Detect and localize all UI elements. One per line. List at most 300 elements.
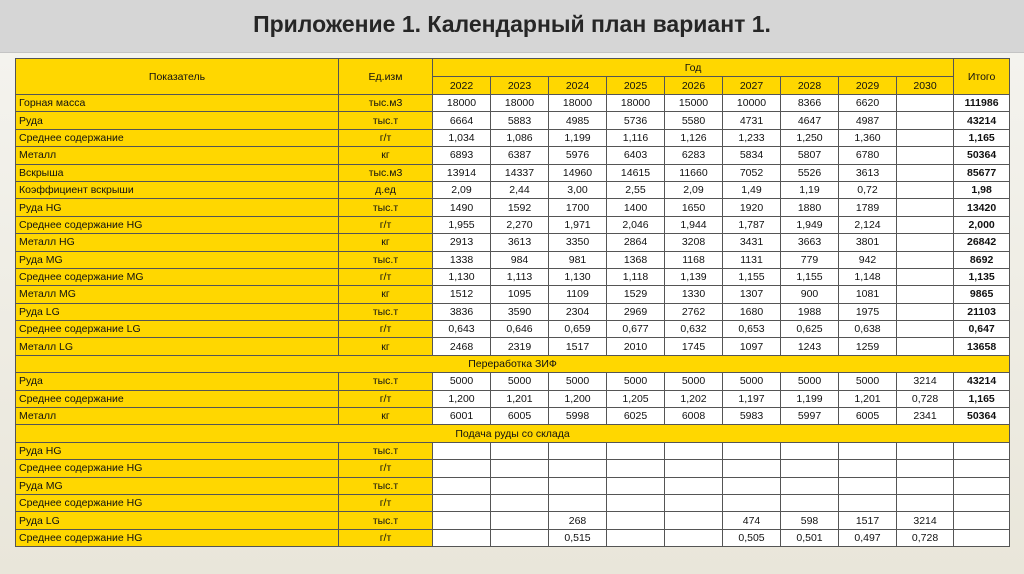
row-total-cell: 43214 [954, 112, 1010, 129]
row-value-cell [897, 460, 954, 477]
table-row [16, 181, 1010, 198]
row-value-cell [491, 460, 549, 477]
row-value-cell: 14615 [607, 164, 665, 181]
row-value-cell [549, 494, 607, 511]
row-value-cell: 7052 [723, 164, 781, 181]
row-value-cell: 1,200 [549, 390, 607, 407]
row-value-cell [781, 442, 839, 459]
row-value-cell: 5000 [491, 373, 549, 390]
row-value-cell: 4647 [781, 112, 839, 129]
header-year-cell: 2026 [665, 77, 723, 95]
row-value-cell: 1,199 [781, 390, 839, 407]
table-row [16, 373, 1010, 390]
row-indicator: Руда LG [16, 512, 339, 529]
row-indicator: Среднее содержание MG [16, 268, 339, 285]
row-value-cell: 1,360 [839, 129, 897, 146]
row-value-cell: 11660 [665, 164, 723, 181]
row-value-cell: 474 [723, 512, 781, 529]
row-value-cell: 4985 [549, 112, 607, 129]
row-indicator: Коэффициент вскрыши [16, 181, 339, 198]
row-value-cell: 5000 [781, 373, 839, 390]
row-value-cell: 0,625 [781, 321, 839, 338]
row-value-cell: 2,44 [491, 181, 549, 198]
row-value-cell: 1,155 [781, 268, 839, 285]
row-value-cell [665, 477, 723, 494]
table-row [16, 442, 1010, 459]
row-value-cell: 1243 [781, 338, 839, 355]
row-unit: г/т [339, 321, 433, 338]
row-value-cell: 1,233 [723, 129, 781, 146]
row-unit: г/т [339, 460, 433, 477]
row-value-cell: 5807 [781, 147, 839, 164]
row-value-cell [897, 321, 954, 338]
row-total-cell: 1,135 [954, 268, 1010, 285]
row-value-cell [897, 216, 954, 233]
row-value-cell: 0,501 [781, 529, 839, 546]
row-value-cell: 4731 [723, 112, 781, 129]
row-value-cell: 3590 [491, 303, 549, 320]
row-value-cell [665, 442, 723, 459]
table-row [16, 216, 1010, 233]
row-value-cell: 3836 [433, 303, 491, 320]
row-value-cell: 5998 [549, 408, 607, 425]
row-unit: г/т [339, 129, 433, 146]
row-value-cell [433, 460, 491, 477]
header-year-cell: 2029 [839, 77, 897, 95]
row-value-cell [665, 512, 723, 529]
row-value-cell: 2304 [549, 303, 607, 320]
row-value-cell: 6893 [433, 147, 491, 164]
row-value-cell: 1650 [665, 199, 723, 216]
row-value-cell: 5834 [723, 147, 781, 164]
row-value-cell [781, 477, 839, 494]
row-value-cell: 3,00 [549, 181, 607, 198]
row-indicator: Руда [16, 112, 339, 129]
row-total-cell [954, 442, 1010, 459]
row-value-cell: 6005 [839, 408, 897, 425]
row-value-cell: 1517 [839, 512, 897, 529]
row-value-cell: 15000 [665, 95, 723, 112]
row-value-cell: 5580 [665, 112, 723, 129]
row-value-cell [897, 199, 954, 216]
row-total-cell [954, 460, 1010, 477]
row-value-cell: 1,202 [665, 390, 723, 407]
row-value-cell [723, 442, 781, 459]
row-value-cell: 6008 [665, 408, 723, 425]
row-value-cell: 6005 [491, 408, 549, 425]
row-value-cell [665, 494, 723, 511]
row-value-cell: 1680 [723, 303, 781, 320]
row-value-cell: 3613 [491, 234, 549, 251]
row-value-cell: 5983 [723, 408, 781, 425]
row-value-cell: 3350 [549, 234, 607, 251]
row-indicator: Металл LG [16, 338, 339, 355]
row-value-cell: 5000 [607, 373, 665, 390]
row-unit: г/т [339, 390, 433, 407]
row-unit: г/т [339, 268, 433, 285]
row-value-cell: 1490 [433, 199, 491, 216]
table-row [16, 147, 1010, 164]
header-total: Итого [954, 59, 1010, 95]
table-row [16, 251, 1010, 268]
table-row [16, 460, 1010, 477]
row-unit: тыс.т [339, 442, 433, 459]
row-value-cell: 1,199 [549, 129, 607, 146]
header-unit: Ед.изм [339, 59, 433, 95]
row-value-cell: 18000 [433, 95, 491, 112]
row-value-cell: 1745 [665, 338, 723, 355]
row-indicator: Металл [16, 408, 339, 425]
header-row-1 [16, 59, 1010, 77]
row-value-cell [433, 494, 491, 511]
row-total-cell: 1,165 [954, 129, 1010, 146]
row-value-cell: 1,250 [781, 129, 839, 146]
row-indicator: Руда HG [16, 442, 339, 459]
row-value-cell: 1,148 [839, 268, 897, 285]
row-total-cell [954, 477, 1010, 494]
row-total-cell: 8692 [954, 251, 1010, 268]
row-value-cell [549, 460, 607, 477]
table-row [16, 129, 1010, 146]
row-value-cell: 5883 [491, 112, 549, 129]
row-value-cell: 5976 [549, 147, 607, 164]
row-value-cell: 1,126 [665, 129, 723, 146]
row-value-cell: 0,728 [897, 390, 954, 407]
row-value-cell [607, 460, 665, 477]
row-value-cell: 1,787 [723, 216, 781, 233]
page-title: Приложение 1. Календарный план вариант 1. [253, 11, 771, 37]
row-total-cell: 13420 [954, 199, 1010, 216]
row-value-cell [607, 477, 665, 494]
section-title: Переработка ЗИФ [16, 355, 1010, 372]
row-value-cell: 18000 [607, 95, 665, 112]
row-unit: тыс.т [339, 512, 433, 529]
row-value-cell [839, 442, 897, 459]
row-unit: кг [339, 338, 433, 355]
row-unit: кг [339, 408, 433, 425]
row-unit: тыс.т [339, 251, 433, 268]
row-value-cell: 1,200 [433, 390, 491, 407]
row-value-cell: 2913 [433, 234, 491, 251]
row-value-cell [781, 460, 839, 477]
row-value-cell: 2010 [607, 338, 665, 355]
row-value-cell: 1,118 [607, 268, 665, 285]
row-value-cell: 1988 [781, 303, 839, 320]
row-value-cell: 1,201 [491, 390, 549, 407]
row-value-cell: 1517 [549, 338, 607, 355]
row-value-cell: 1338 [433, 251, 491, 268]
row-value-cell [665, 529, 723, 546]
row-indicator: Металл HG [16, 234, 339, 251]
row-value-cell [897, 303, 954, 320]
row-value-cell: 2762 [665, 303, 723, 320]
row-value-cell: 6387 [491, 147, 549, 164]
calendar-plan-table [15, 58, 1010, 547]
table-row [16, 338, 1010, 355]
row-value-cell [839, 477, 897, 494]
row-value-cell [549, 477, 607, 494]
row-value-cell [491, 442, 549, 459]
table-row [16, 529, 1010, 546]
row-value-cell: 1789 [839, 199, 897, 216]
row-total-cell: 2,000 [954, 216, 1010, 233]
row-unit: тыс.т [339, 373, 433, 390]
row-value-cell: 1,19 [781, 181, 839, 198]
row-value-cell [897, 477, 954, 494]
row-total-cell [954, 494, 1010, 511]
row-value-cell: 1097 [723, 338, 781, 355]
row-value-cell: 1168 [665, 251, 723, 268]
table-row [16, 268, 1010, 285]
row-indicator: Металл [16, 147, 339, 164]
row-value-cell: 1307 [723, 286, 781, 303]
row-value-cell [433, 512, 491, 529]
row-unit: тыс.м3 [339, 164, 433, 181]
row-indicator: Среднее содержание HG [16, 460, 339, 477]
row-value-cell: 1,034 [433, 129, 491, 146]
row-value-cell [433, 529, 491, 546]
row-value-cell: 2,270 [491, 216, 549, 233]
row-value-cell: 18000 [491, 95, 549, 112]
row-indicator: Руда MG [16, 477, 339, 494]
header-year-cell: 2024 [549, 77, 607, 95]
row-value-cell: 1330 [665, 286, 723, 303]
row-indicator: Среднее содержание HG [16, 216, 339, 233]
row-indicator: Руда MG [16, 251, 339, 268]
row-value-cell [897, 164, 954, 181]
title-bar [0, 0, 1024, 53]
row-value-cell [607, 442, 665, 459]
row-value-cell: 1131 [723, 251, 781, 268]
row-value-cell: 268 [549, 512, 607, 529]
row-unit: кг [339, 286, 433, 303]
row-value-cell: 1368 [607, 251, 665, 268]
row-value-cell [839, 460, 897, 477]
row-value-cell: 0,677 [607, 321, 665, 338]
row-value-cell: 2,55 [607, 181, 665, 198]
row-indicator: Среднее содержание HG [16, 494, 339, 511]
row-value-cell [897, 251, 954, 268]
row-indicator: Среднее содержание HG [16, 529, 339, 546]
row-value-cell: 0,505 [723, 529, 781, 546]
row-total-cell [954, 529, 1010, 546]
row-value-cell: 14337 [491, 164, 549, 181]
row-value-cell: 0,72 [839, 181, 897, 198]
row-value-cell: 1,116 [607, 129, 665, 146]
row-value-cell: 598 [781, 512, 839, 529]
row-value-cell: 981 [549, 251, 607, 268]
row-value-cell: 0,659 [549, 321, 607, 338]
row-value-cell: 5000 [549, 373, 607, 390]
table-row [16, 512, 1010, 529]
row-unit: тыс.т [339, 112, 433, 129]
table-row [16, 164, 1010, 181]
row-value-cell: 14960 [549, 164, 607, 181]
row-value-cell: 8366 [781, 95, 839, 112]
row-value-cell: 1095 [491, 286, 549, 303]
row-total-cell: 50364 [954, 408, 1010, 425]
row-value-cell: 2,124 [839, 216, 897, 233]
row-value-cell: 1529 [607, 286, 665, 303]
table-row [16, 112, 1010, 129]
row-value-cell: 1,49 [723, 181, 781, 198]
section-row [16, 355, 1010, 372]
table-row [16, 494, 1010, 511]
row-value-cell [491, 512, 549, 529]
row-value-cell: 1,113 [491, 268, 549, 285]
row-value-cell: 1,086 [491, 129, 549, 146]
table-row [16, 390, 1010, 407]
row-total-cell: 21103 [954, 303, 1010, 320]
row-value-cell [723, 477, 781, 494]
row-value-cell: 1,139 [665, 268, 723, 285]
row-value-cell: 4987 [839, 112, 897, 129]
row-value-cell [433, 442, 491, 459]
header-year-cell: 2025 [607, 77, 665, 95]
row-total-cell: 85677 [954, 164, 1010, 181]
row-value-cell [897, 234, 954, 251]
row-value-cell: 5526 [781, 164, 839, 181]
table-row [16, 303, 1010, 320]
row-value-cell [607, 494, 665, 511]
row-unit: г/т [339, 216, 433, 233]
row-indicator: Вскрыша [16, 164, 339, 181]
row-value-cell: 0,632 [665, 321, 723, 338]
row-value-cell [897, 181, 954, 198]
row-value-cell: 1259 [839, 338, 897, 355]
row-value-cell [897, 112, 954, 129]
row-total-cell: 111986 [954, 95, 1010, 112]
row-total-cell: 1,165 [954, 390, 1010, 407]
row-value-cell [723, 494, 781, 511]
row-value-cell: 3214 [897, 512, 954, 529]
row-unit: тыс.т [339, 303, 433, 320]
row-value-cell [897, 95, 954, 112]
row-indicator: Среднее содержание [16, 390, 339, 407]
row-value-cell: 6403 [607, 147, 665, 164]
row-value-cell: 5000 [433, 373, 491, 390]
row-value-cell [839, 494, 897, 511]
row-value-cell: 6001 [433, 408, 491, 425]
row-indicator: Руда LG [16, 303, 339, 320]
row-indicator: Среднее содержание LG [16, 321, 339, 338]
row-value-cell: 1880 [781, 199, 839, 216]
row-total-cell: 9865 [954, 286, 1010, 303]
row-value-cell: 1700 [549, 199, 607, 216]
row-value-cell: 3208 [665, 234, 723, 251]
row-indicator: Горная масса [16, 95, 339, 112]
row-value-cell [897, 286, 954, 303]
section-title: Подача руды со склада [16, 425, 1010, 442]
row-unit: кг [339, 234, 433, 251]
row-value-cell: 1,205 [607, 390, 665, 407]
row-value-cell: 1109 [549, 286, 607, 303]
row-value-cell: 1,130 [549, 268, 607, 285]
row-value-cell: 2341 [897, 408, 954, 425]
row-value-cell: 1975 [839, 303, 897, 320]
row-value-cell: 1512 [433, 286, 491, 303]
row-indicator: Среднее содержание [16, 129, 339, 146]
row-value-cell: 6664 [433, 112, 491, 129]
row-value-cell: 0,515 [549, 529, 607, 546]
row-total-cell: 26842 [954, 234, 1010, 251]
row-value-cell: 1,971 [549, 216, 607, 233]
row-total-cell: 1,98 [954, 181, 1010, 198]
row-value-cell: 0,653 [723, 321, 781, 338]
row-value-cell: 6025 [607, 408, 665, 425]
row-value-cell [491, 494, 549, 511]
table-row [16, 477, 1010, 494]
row-value-cell: 5000 [665, 373, 723, 390]
row-value-cell: 2969 [607, 303, 665, 320]
row-value-cell: 18000 [549, 95, 607, 112]
row-total-cell: 43214 [954, 373, 1010, 390]
row-value-cell: 3613 [839, 164, 897, 181]
row-total-cell [954, 512, 1010, 529]
row-value-cell: 2,09 [665, 181, 723, 198]
row-value-cell: 0,646 [491, 321, 549, 338]
header-year-cell: 2022 [433, 77, 491, 95]
row-value-cell [607, 512, 665, 529]
row-value-cell: 2,09 [433, 181, 491, 198]
row-value-cell: 3431 [723, 234, 781, 251]
row-value-cell: 5997 [781, 408, 839, 425]
header-year-cell: 2027 [723, 77, 781, 95]
row-indicator: Металл MG [16, 286, 339, 303]
row-value-cell: 5000 [839, 373, 897, 390]
row-total-cell: 0,647 [954, 321, 1010, 338]
row-value-cell [723, 460, 781, 477]
row-value-cell: 1081 [839, 286, 897, 303]
table-body [16, 59, 1010, 547]
row-value-cell: 900 [781, 286, 839, 303]
row-value-cell: 0,638 [839, 321, 897, 338]
row-value-cell [665, 460, 723, 477]
table-row [16, 199, 1010, 216]
table-row [16, 286, 1010, 303]
row-value-cell [549, 442, 607, 459]
section-row [16, 425, 1010, 442]
row-total-cell: 13658 [954, 338, 1010, 355]
row-value-cell: 1,155 [723, 268, 781, 285]
row-value-cell [491, 477, 549, 494]
row-value-cell: 3663 [781, 234, 839, 251]
row-value-cell [433, 477, 491, 494]
header-indicator: Показатель [16, 59, 339, 95]
row-unit: тыс.т [339, 477, 433, 494]
table-row [16, 95, 1010, 112]
row-value-cell: 1,955 [433, 216, 491, 233]
row-value-cell: 942 [839, 251, 897, 268]
row-value-cell [607, 529, 665, 546]
row-value-cell: 1,944 [665, 216, 723, 233]
row-value-cell: 984 [491, 251, 549, 268]
row-unit: г/т [339, 494, 433, 511]
header-year-cell: 2030 [897, 77, 954, 95]
row-value-cell: 2468 [433, 338, 491, 355]
row-value-cell: 6620 [839, 95, 897, 112]
row-value-cell: 2,046 [607, 216, 665, 233]
row-total-cell: 50364 [954, 147, 1010, 164]
row-value-cell: 1,130 [433, 268, 491, 285]
row-value-cell: 0,497 [839, 529, 897, 546]
row-unit: г/т [339, 529, 433, 546]
row-unit: кг [339, 147, 433, 164]
row-value-cell [781, 494, 839, 511]
row-value-cell: 2319 [491, 338, 549, 355]
row-value-cell: 3214 [897, 373, 954, 390]
row-value-cell: 13914 [433, 164, 491, 181]
